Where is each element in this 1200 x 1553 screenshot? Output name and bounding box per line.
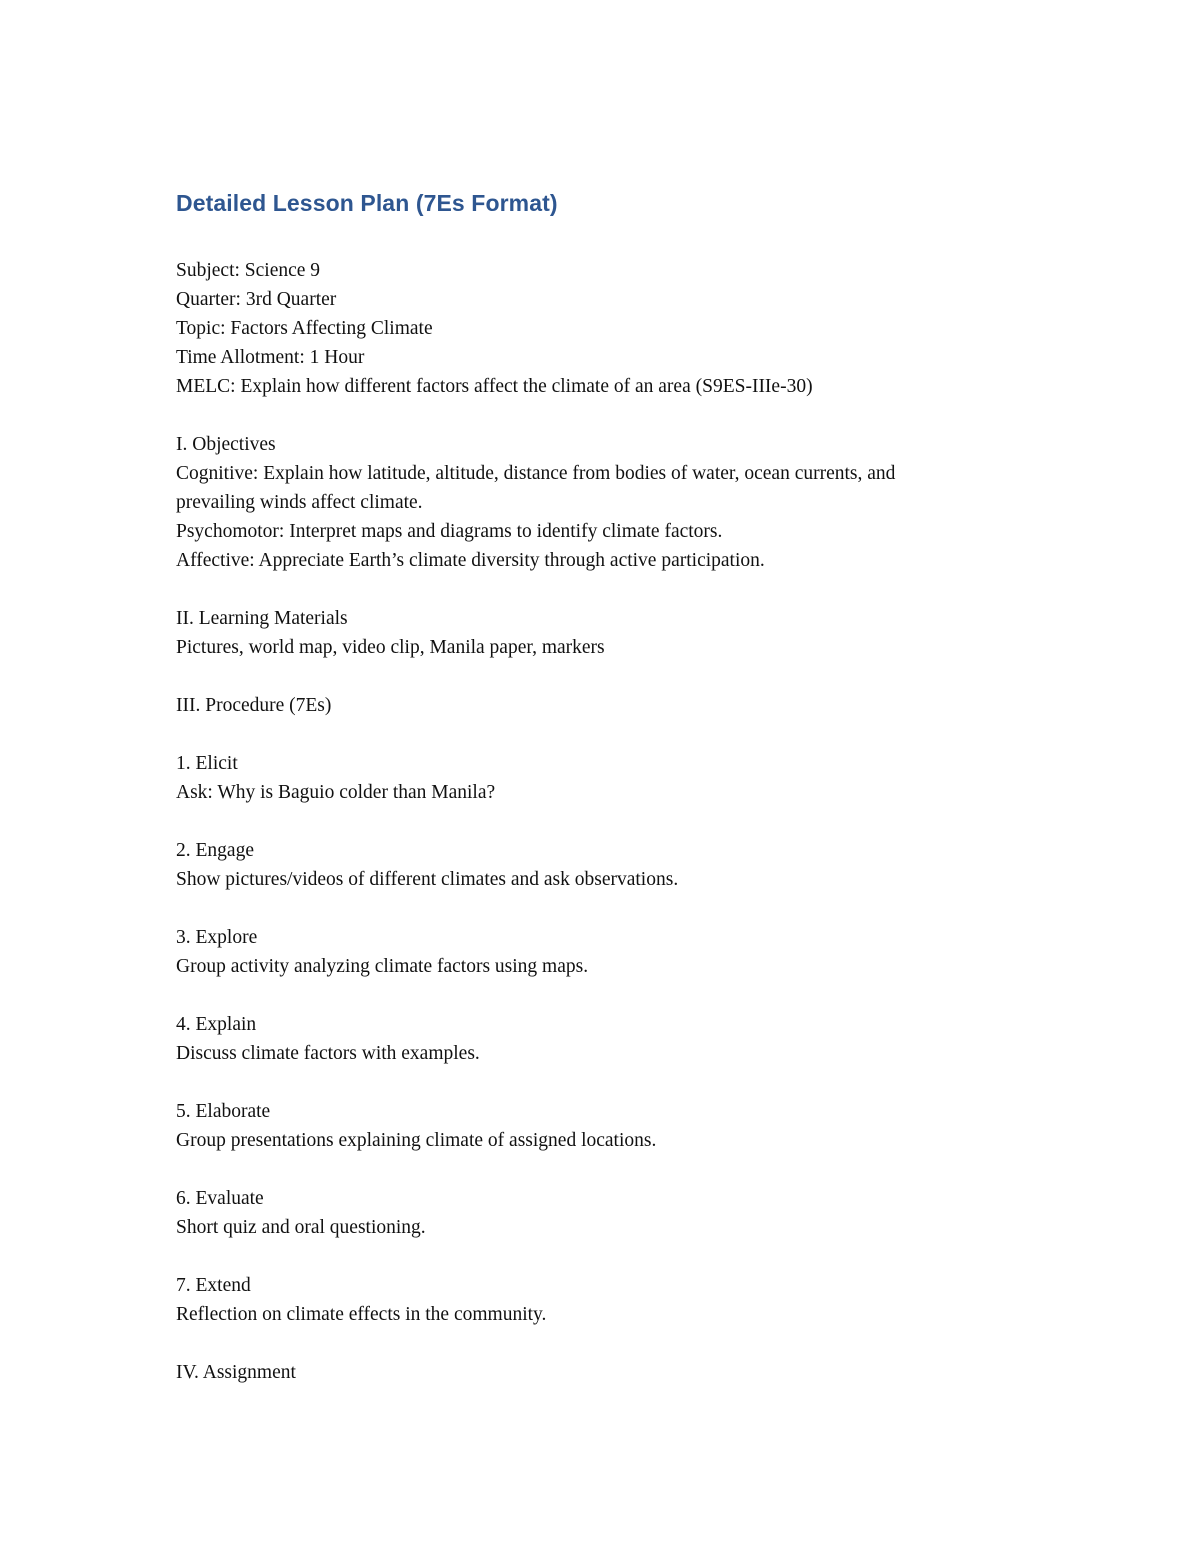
step-elaborate-heading: 5. Elaborate xyxy=(176,1101,271,1122)
quarter-line: Quarter: 3rd Quarter xyxy=(176,289,337,310)
objective-affective: Affective: Appreciate Earth’s climate diversity through active participation. xyxy=(176,550,765,571)
step-extend-heading: 7. Extend xyxy=(176,1275,251,1296)
step-engage-text: Show pictures/videos of different climates and ask observations. xyxy=(176,869,679,890)
step-elaborate-text: Group presentations explaining climate of assigned locations. xyxy=(176,1130,657,1151)
topic-line: Topic: Factors Affecting Climate xyxy=(176,318,433,339)
assignment-heading: IV. Assignment xyxy=(176,1362,296,1383)
step-elicit-heading: 1. Elicit xyxy=(176,753,238,774)
document-body xyxy=(176,256,1036,1387)
step-explain-heading: 4. Explain xyxy=(176,1014,257,1035)
materials-text: Pictures, world map, video clip, Manila paper, markers xyxy=(176,637,605,658)
document-title: Detailed Lesson Plan (7Es Format) xyxy=(176,190,558,216)
melc-line: MELC: Explain how different factors affect the climate of an area (S9ES-IIIe-30) xyxy=(176,376,813,397)
objective-psychomotor: Psychomotor: Interpret maps and diagrams to identify climate factors. xyxy=(176,521,723,542)
time-allotment-line: Time Allotment: 1 Hour xyxy=(176,347,365,368)
step-explore-heading: 3. Explore xyxy=(176,927,258,948)
step-explain-text: Discuss climate factors with examples. xyxy=(176,1043,480,1064)
step-explore-text: Group activity analyzing climate factors using maps. xyxy=(176,956,589,977)
objectives-heading: I. Objectives xyxy=(176,434,276,455)
step-engage-heading: 2. Engage xyxy=(176,840,254,861)
step-evaluate-heading: 6. Evaluate xyxy=(176,1188,264,1209)
step-elicit-text: Ask: Why is Baguio colder than Manila? xyxy=(176,782,496,803)
objective-cognitive-line-2: prevailing winds affect climate. xyxy=(176,492,423,513)
step-evaluate-text: Short quiz and oral questioning. xyxy=(176,1217,426,1238)
subject-line: Subject: Science 9 xyxy=(176,260,321,281)
step-extend-text: Reflection on climate effects in the community. xyxy=(176,1304,547,1325)
procedure-heading: III. Procedure (7Es) xyxy=(176,695,332,716)
materials-heading: II. Learning Materials xyxy=(176,608,348,629)
objective-cognitive-line-1: Cognitive: Explain how latitude, altitude, distance from bodies of water, ocean currents, and xyxy=(176,463,896,484)
